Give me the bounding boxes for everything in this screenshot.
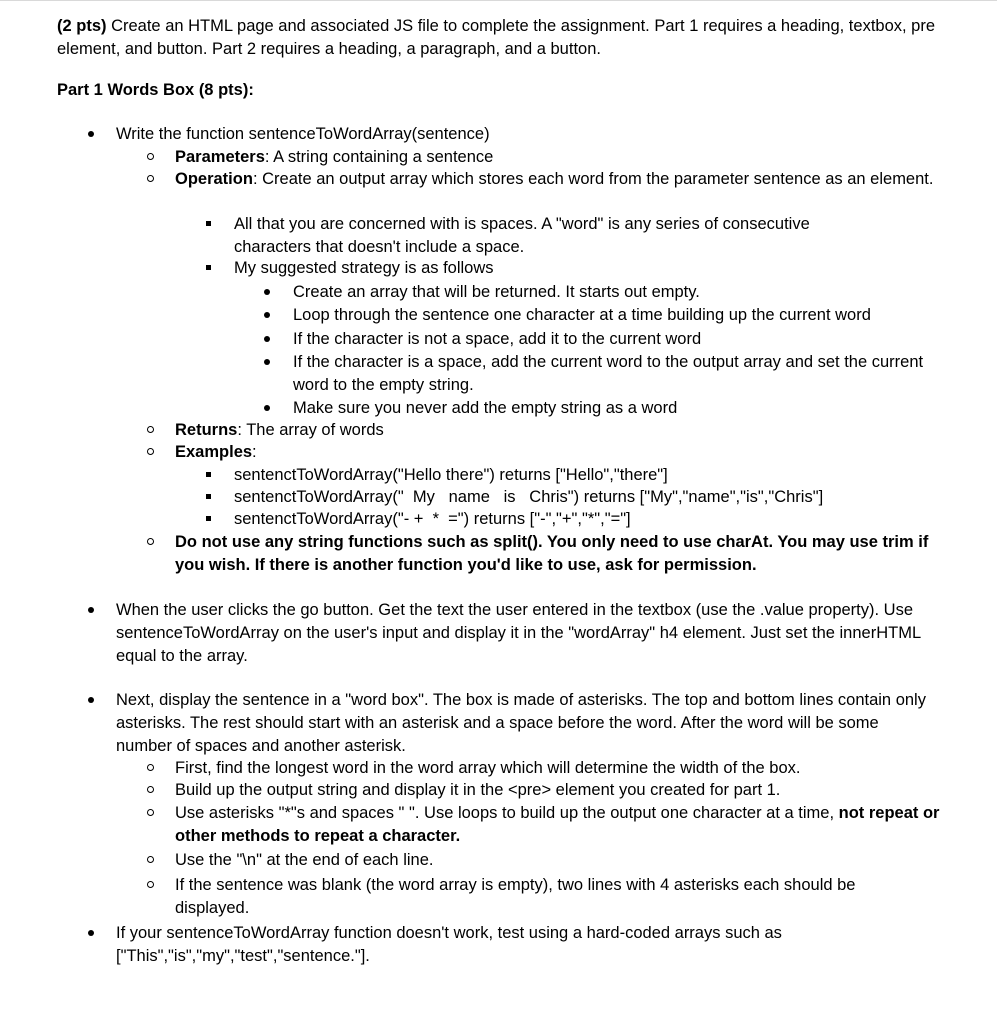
intro-points: (2 pts)	[57, 17, 107, 35]
circle-marker	[143, 441, 157, 464]
example-line: sentenctToWordArray(" My name is Chris") returns ["My","name","is","Chris"]	[234, 488, 824, 506]
circle-marker	[143, 779, 157, 802]
intro-paragraph	[57, 15, 937, 61]
square-marker	[201, 508, 215, 531]
top-border	[0, 0, 997, 1]
circle-marker	[143, 419, 157, 442]
word-box-step: Build up the output string and display it in the <pre> element you created for part 1.	[175, 781, 781, 799]
square-marker	[201, 464, 215, 487]
bullet-function-definition: Write the function sentenceToWordArray(sentence)	[116, 125, 490, 143]
circle-marker	[143, 146, 157, 169]
bullet-hardcoded-test: If your sentenceToWordArray function doesn't work, test using a hard-coded arrays such as ["This","is","my","test","sentence."].	[116, 924, 782, 965]
square-marker	[201, 486, 215, 509]
circle-marker	[143, 802, 157, 825]
spaces-note: All that you are concerned with is spaces. A "word" is any series of consecutive characters that doesn't include a space.	[234, 215, 810, 256]
strategy-step: Make sure you never add the empty string as a word	[293, 399, 678, 417]
circle-marker	[143, 874, 157, 897]
bullet-marker	[84, 689, 98, 712]
square-marker	[201, 257, 215, 280]
strategy-intro: My suggested strategy is as follows	[234, 259, 494, 277]
strategy-step: If the character is not a space, add it to the current word	[293, 330, 702, 348]
bullet-go-button: When the user clicks the go button. Get the text the user entered in the textbox (use the .value property). Use sentenceToWordArray on the user's input and display it in the "wordArray" h4 element. Just set the innerHTML equal to the array.	[116, 601, 921, 665]
bullet-marker	[260, 351, 274, 374]
square-marker	[201, 213, 215, 236]
strategy-step: If the character is a space, add the current word to the output array and set the current word to the empty string.	[293, 353, 924, 394]
circle-marker	[143, 849, 157, 872]
no-split-rule: Do not use any string functions such as split(). You only need to use charAt. You may use trim if you wish. If there is another function you'd like to use, ask for permission.	[175, 533, 929, 574]
bullet-marker	[260, 397, 274, 420]
bullet-marker	[84, 922, 98, 945]
part1-heading: Part 1 Words Box (8 pts):	[57, 81, 254, 99]
bullet-marker	[84, 599, 98, 622]
newline-rule: Use the "\n" at the end of each line.	[175, 851, 434, 869]
bullet-marker	[260, 328, 274, 351]
strategy-step: Create an array that will be returned. It starts out empty.	[293, 283, 700, 301]
strategy-step: Loop through the sentence one character at a time building up the current word	[293, 306, 871, 324]
bullet-marker	[260, 304, 274, 327]
circle-marker	[143, 531, 157, 554]
bullet-marker	[260, 281, 274, 304]
asterisk-rule: Use asterisks "*"s and spaces " ". Use loops to build up the output one character at a time, not repeat or other methods to repeat a character.	[175, 804, 940, 845]
circle-marker	[143, 757, 157, 780]
word-box-step: First, find the longest word in the word array which will determine the width of the box.	[175, 759, 801, 777]
parameters-item: Parameters: A string containing a sentence	[175, 148, 494, 166]
circle-marker	[143, 168, 157, 191]
operation-item: Operation: Create an output array which stores each word from the parameter sentence as an element.	[175, 170, 934, 188]
blank-rule: If the sentence was blank (the word array is empty), two lines with 4 asterisks each should be displayed.	[175, 876, 856, 917]
example-line: sentenctToWordArray("Hello there") returns ["Hello","there"]	[234, 466, 668, 484]
bullet-word-box: Next, display the sentence in a "word box". The box is made of asterisks. The top and bottom lines contain only asterisks. The rest should start with an asterisk and a space before the word. After the word will be some number of spaces and another asterisk.	[116, 691, 926, 755]
bullet-marker	[84, 123, 98, 146]
example-line: sentenctToWordArray("- + * =") returns ["-","+","*","="]	[234, 510, 631, 528]
returns-item: Returns: The array of words	[175, 421, 384, 439]
intro-text: Create an HTML page and associated JS file to complete the assignment. Part 1 requires a heading, textbox, pre element, and button. Part 2 requires a heading, a paragraph, and a button.	[57, 17, 936, 58]
examples-item: Examples:	[175, 443, 257, 461]
